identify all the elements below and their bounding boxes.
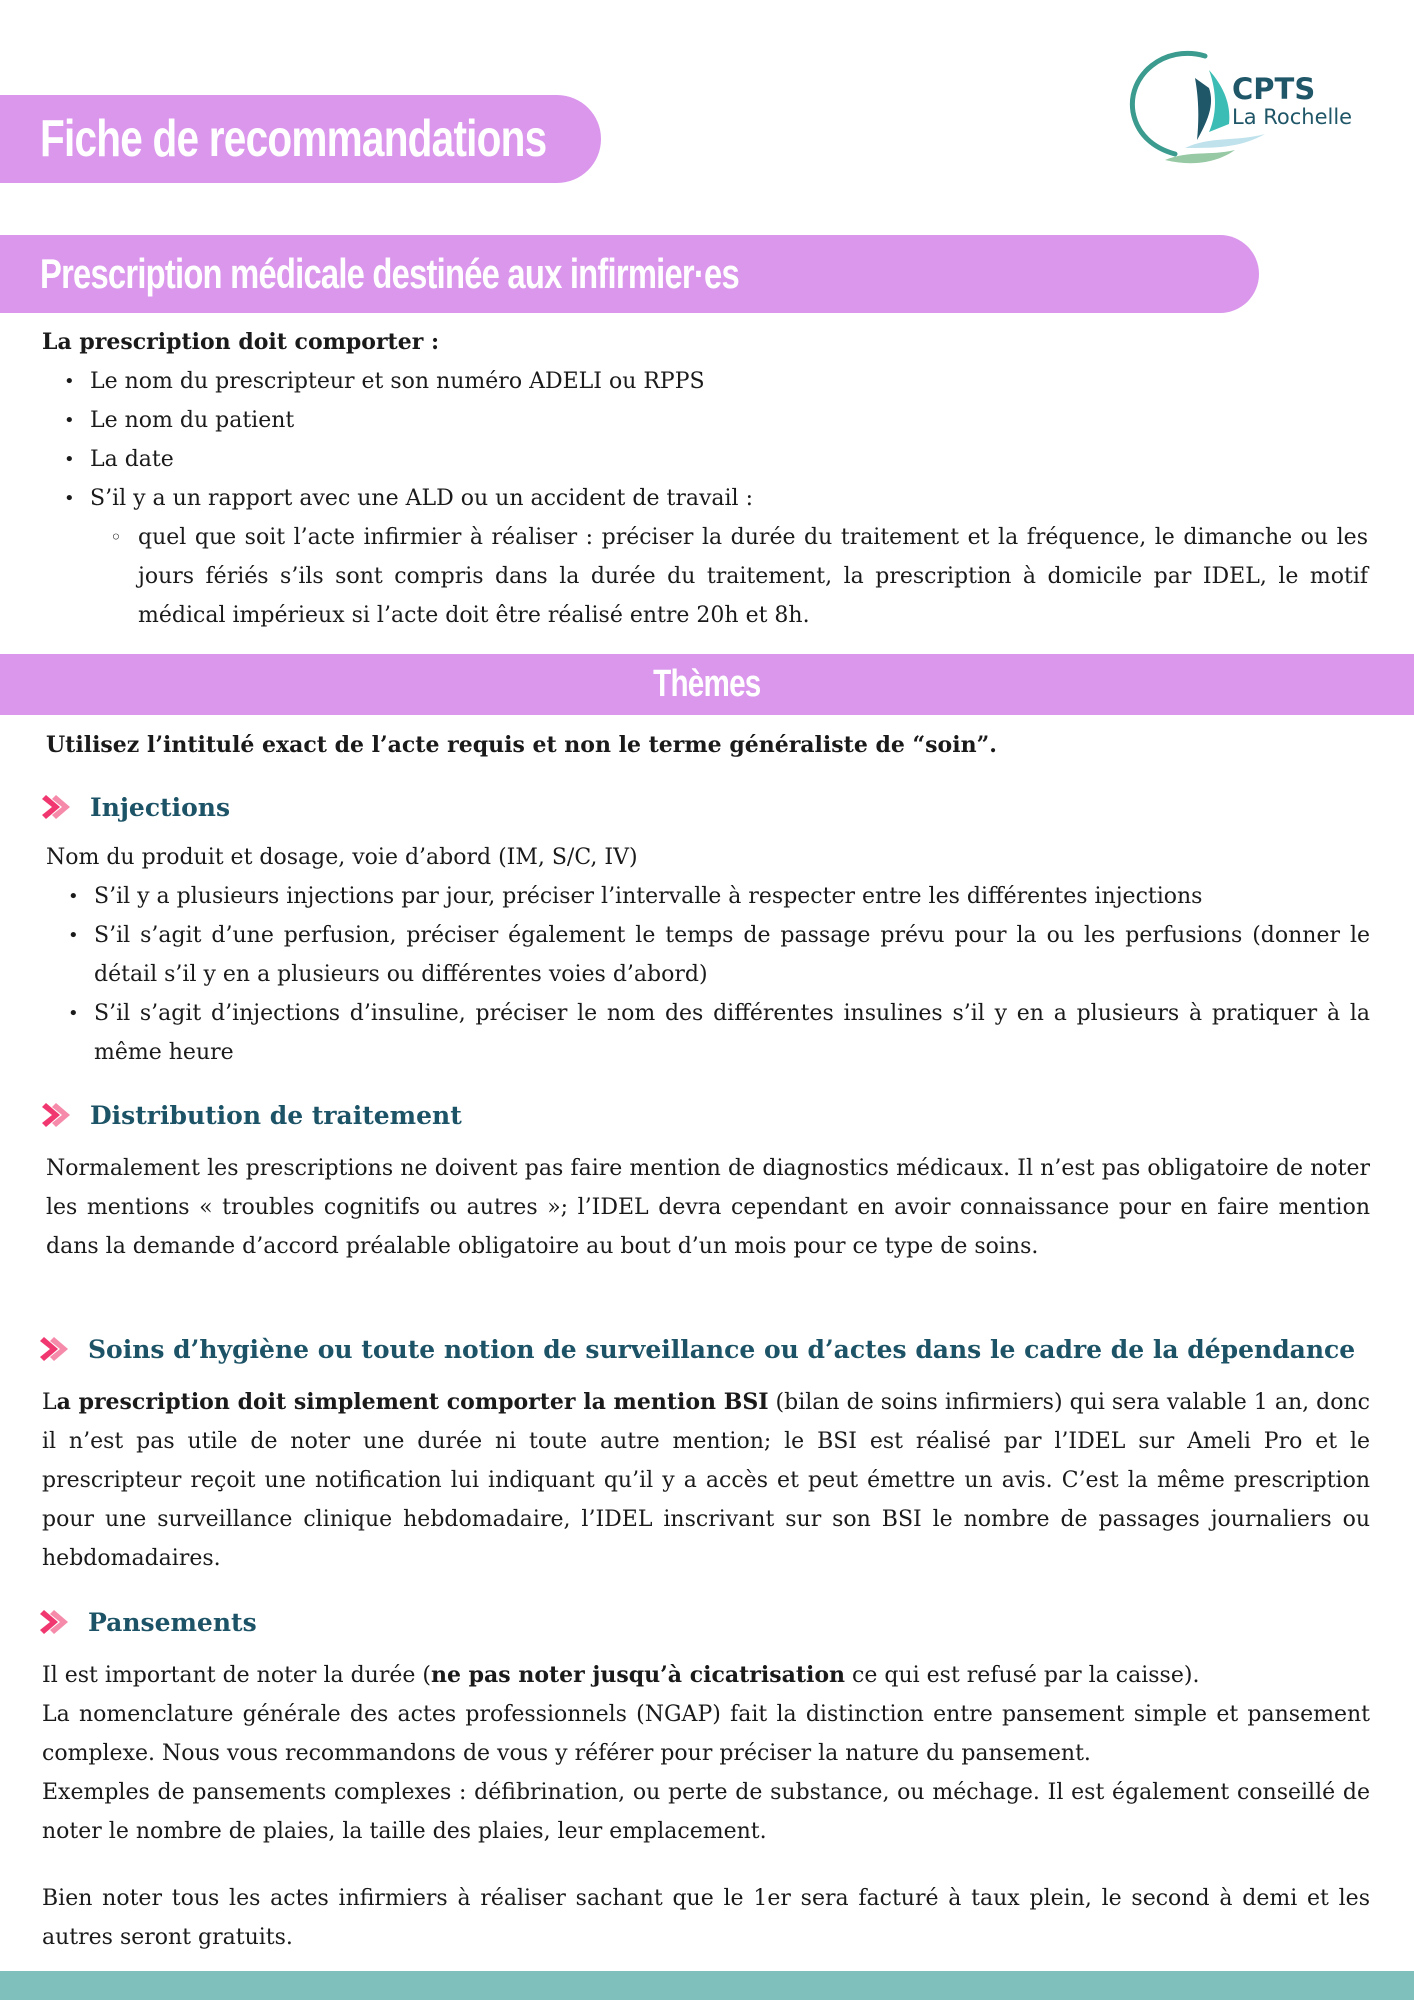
distribution-text: Normalement les prescriptions ne doivent pas faire mention de diagnostics médicaux. Il n’est pas obligatoire de noter les mentions « troubles cognitifs ou autres »; l’IDEL devra cependant en avoir connaissance pour en faire mention dans la demande d’accord préalable obligatoire au bout d’un mois pour ce type de soins.: [46, 1156, 1370, 1259]
section-title: Pansements: [88, 1607, 257, 1637]
list-item: • Le nom du patient: [42, 401, 1368, 440]
list-item: • S’il s’agit d’injections d’insuline, préciser le nom des différentes insulines s’il y en a plusieurs à pratiquer à la même heure: [46, 994, 1370, 1072]
section-heading-pansements: [40, 1607, 257, 1637]
logo-text: [1232, 74, 1352, 130]
list-item: • S’il s’agit d’une perfusion, préciser également le temps de passage prévu pour la ou les perfusions (donner le détail s’il y en a plusieurs ou différentes voies d’abord): [46, 916, 1370, 994]
pansements-text2: La nomenclature générale des actes professionnels (NGAP) fait la distinction entre pansement simple et pansement complexe. Nous vous recommandons de vous y référer pour préciser la nature du pansement.: [42, 1702, 1370, 1766]
title-banner: [0, 95, 601, 183]
double-chevron-icon: [42, 1100, 78, 1130]
pansements-line1-end: ce qui est refusé par la caisse).: [845, 1663, 1200, 1688]
logo-city: La Rochelle: [1232, 105, 1353, 129]
logo-name: CPTS: [1232, 72, 1316, 106]
footer-bar: [0, 1971, 1414, 2000]
list-item: • Le nom du prescripteur et son numéro ADELI ou RPPS: [42, 362, 1368, 401]
hygiene-text-bold: a prescription doit simplement comporter la mention BSI: [56, 1389, 769, 1415]
page-subtitle: Prescription médicale destinée aux infirmier·es: [40, 250, 739, 297]
double-chevron-icon: [42, 792, 78, 822]
section-title: Soins d’hygiène ou toute notion de surveillance ou d’actes dans le cadre de la dépendance: [88, 1334, 1356, 1364]
pansements-text: [42, 1656, 1370, 1851]
double-chevron-icon: [40, 1334, 76, 1364]
intro-heading: La prescription doit comporter :: [42, 329, 440, 355]
pansements-line1: [42, 1656, 1370, 1695]
themes-banner: [0, 654, 1414, 715]
sub-list-item: ◦ quel que soit l’acte infirmier à réaliser : préciser la durée du traitement et la fréquence, le dimanche ou les jours fériés s’ils sont compris dans la durée du traitement, la prescription à domicile par IDEL, le motif médical impérieux si l’acte doit être réalisé entre 20h et 8h.: [90, 518, 1368, 635]
closing-text: Bien noter tous les actes infirmiers à réaliser sachant que le 1er sera facturé à taux plein, le second à demi et les autres seront gratuits.: [42, 1886, 1370, 1950]
list-item: • La date: [42, 440, 1368, 479]
section-heading-distribution: [42, 1100, 462, 1130]
section-title: Distribution de traitement: [90, 1100, 462, 1130]
injections-intro: Nom du produit et dosage, voie d’abord (IM, S/C, IV): [46, 845, 638, 870]
subtitle-banner: [0, 235, 1259, 313]
pansements-text3: Exemples de pansements complexes : défibrination, ou perte de substance, ou méchage. Il est également conseillé de noter le nombre de plaies, la taille des plaies, leur emplacement.: [42, 1780, 1370, 1844]
injections-list: [46, 877, 1370, 1072]
section-heading-injections: [42, 792, 230, 822]
cpts-logo: [1125, 50, 1375, 170]
hygiene-text-rest: (bilan de soins infirmiers) qui sera valable 1 an, donc il n’est pas utile de noter une durée ni toute autre mention; le BSI est réalisé par l’IDEL sur Ameli Pro et le prescripteur reçoit une notification lui indiquant qu’il y a accès et peut émettre un avis. C’est la même prescription pour une surveillance clinique hebdomadaire, l’IDEL inscrivant sur son BSI le nombre de passages journaliers ou hebdomadaires.: [42, 1390, 1371, 1571]
page-title: Fiche de recommandations: [40, 110, 547, 168]
section-title: Injections: [90, 792, 231, 822]
intro-list: [42, 362, 1368, 635]
hygiene-text: [42, 1383, 1370, 1578]
hygiene-text-start: L: [42, 1390, 57, 1415]
double-chevron-icon: [40, 1607, 76, 1637]
themes-title: Thèmes: [653, 663, 761, 705]
list-item: • S’il y a un rapport avec une ALD ou un accident de travail :: [42, 479, 1368, 518]
pansements-line1-bold: ne pas noter jusqu’à cicatrisation: [430, 1662, 846, 1688]
pansements-line1-start: Il est important de noter la durée (: [42, 1663, 431, 1688]
list-item: • S’il y a plusieurs injections par jour, préciser l’intervalle à respecter entre les différentes injections: [46, 877, 1370, 916]
section-heading-hygiene: [40, 1334, 1355, 1364]
themes-lead: Utilisez l’intitulé exact de l’acte requis et non le terme généraliste de “soin”.: [46, 732, 997, 758]
